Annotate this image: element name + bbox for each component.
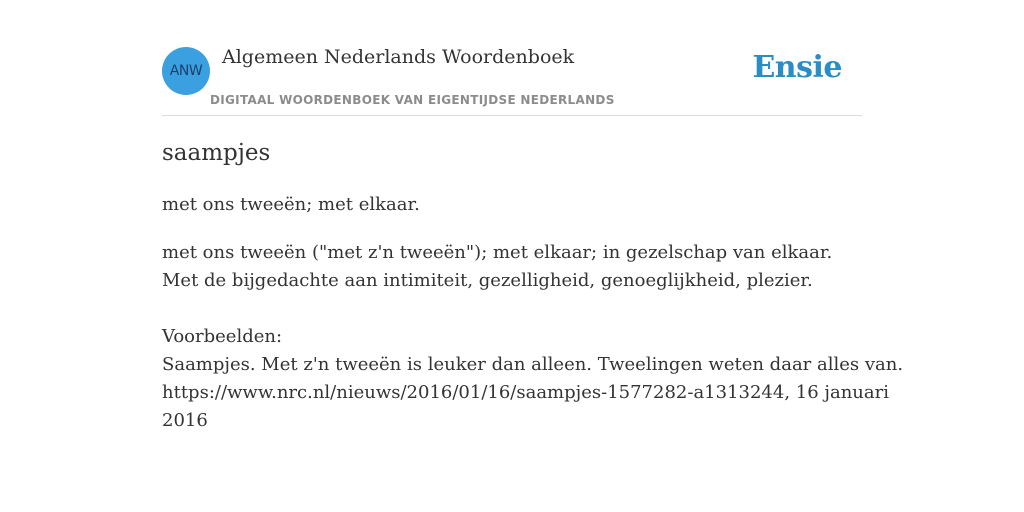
- ensie-brand-link[interactable]: Ensie: [752, 50, 842, 85]
- example-source-line: https://www.nrc.nl/nieuws/2016/01/16/saampjes-1577282-a1313244, 16 januari: [162, 382, 889, 403]
- short-definition: met ons tweeën; met elkaar.: [162, 194, 420, 215]
- page-container: [162, 0, 904, 431]
- long-definition-line: met ons tweeën ("met z'n tweeën"); met elkaar; in gezelschap van elkaar.: [162, 242, 833, 263]
- anw-logo-icon[interactable]: [162, 47, 210, 95]
- dictionary-title[interactable]: Algemeen Nederlands Woordenboek: [222, 46, 575, 68]
- example-line: Saampjes. Met z'n tweeën is leuker dan alleen. Tweelingen weten daar alles van.: [162, 354, 904, 375]
- site-header: [162, 0, 862, 116]
- logo-text: ANW: [169, 63, 203, 79]
- entry-headword: saampjes: [162, 140, 271, 166]
- examples-label: Voorbeelden:: [162, 326, 283, 347]
- spacer: [162, 295, 862, 323]
- dictionary-subtitle: DIGITAAL WOORDENBOEK VAN EIGENTIJDSE NEDERLANDS: [210, 93, 615, 107]
- example-source-line: 2016: [162, 410, 208, 431]
- long-definition-block: [162, 239, 904, 435]
- long-definition-line: Met de bijgedachte aan intimiteit, gezelligheid, genoeglijkheid, plezier.: [162, 270, 813, 291]
